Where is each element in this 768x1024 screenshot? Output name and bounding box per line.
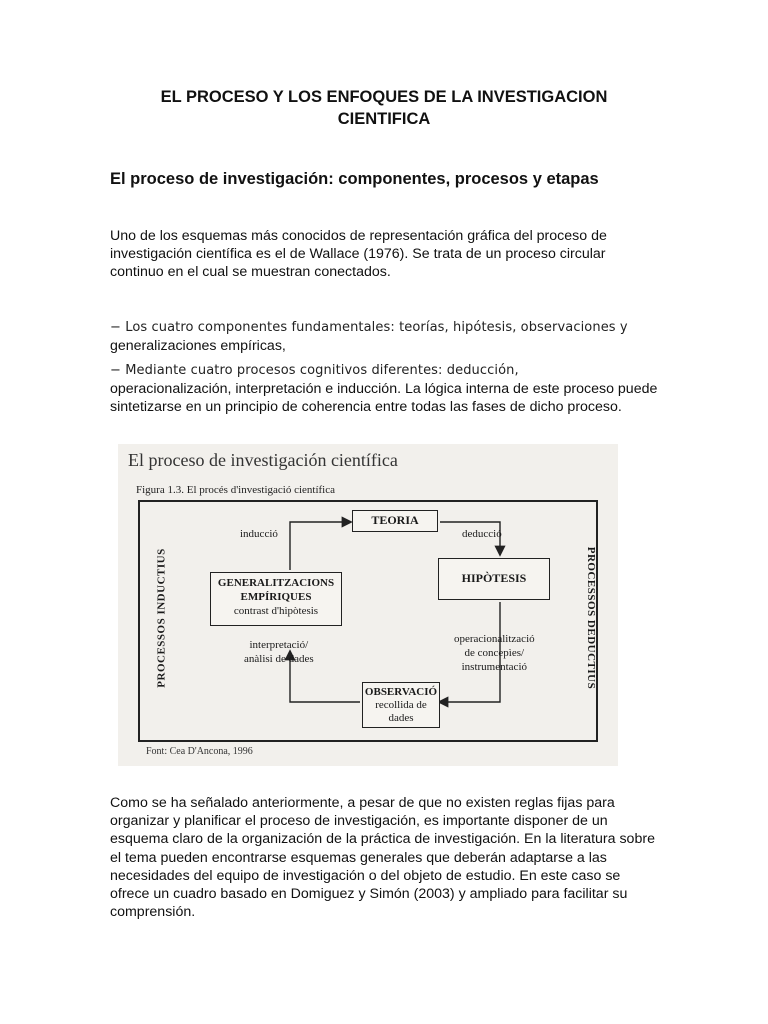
interpretacio-label bbox=[244, 638, 314, 666]
generalitzacions-line2: EMPÍRIQUES bbox=[240, 591, 312, 603]
generalitzacions-line1: GENERALITZACIONS bbox=[217, 577, 335, 589]
operacionalitzacio-line2: de concepìes/ bbox=[464, 647, 525, 659]
research-process-figure bbox=[118, 444, 618, 766]
interpretacio-line1: interpretació/ bbox=[249, 639, 309, 651]
operacionalitzacio-line1: operacionalització bbox=[454, 633, 535, 645]
generalitzacions-line3: contrast d'hipòtesis bbox=[233, 605, 319, 617]
interpretacio-line2: anàlisi de dades bbox=[244, 653, 314, 665]
figure-source: Font: Cea D'Ancona, 1996 bbox=[146, 746, 253, 757]
section-heading: El proceso de investigación: componentes, procesos y etapas bbox=[110, 170, 599, 188]
title-line-1: EL PROCESO Y LOS ENFOQUES DE LA INVESTIGACION bbox=[160, 88, 608, 106]
bullet-components-lead: − Los cuatro componentes fundamentales: teorías, hipótesis, observaciones y bbox=[110, 320, 628, 335]
bullet-processes-lead: − Mediante cuatro procesos cognitivos diferentes: deducción, bbox=[110, 363, 519, 378]
left-vertical-label: PROCESSOS INDUCTIUS bbox=[155, 548, 168, 688]
observacio-line1: recollida de bbox=[375, 699, 427, 711]
observacio-line2: dades bbox=[388, 712, 414, 724]
hipotesis-box bbox=[438, 558, 550, 600]
figure-heading: El proceso de investigación científica bbox=[128, 450, 398, 470]
induccio-label: inducció bbox=[240, 528, 278, 540]
bullet-components bbox=[110, 319, 658, 355]
deduccio-label: deducció bbox=[462, 528, 502, 540]
operacionalitzacio-line3: instrumentació bbox=[461, 661, 527, 673]
teoria-box bbox=[352, 510, 438, 532]
hipotesis-label: HIPÒTESIS bbox=[461, 571, 527, 585]
bullet-processes-rest: operacionalización, interpretación e inducción. La lógica interna de este proceso puede sintetizarse en un principio de coherencia entre todas las fases de dicho proceso. bbox=[110, 381, 658, 416]
right-vertical-label: PROCESSOS DEDUCTIUS bbox=[585, 546, 598, 690]
observacio-title: OBSERVACIÓ bbox=[364, 686, 438, 698]
observacio-box bbox=[362, 682, 440, 728]
document-title bbox=[110, 86, 658, 130]
title-line-2: CIENTIFICA bbox=[337, 110, 431, 128]
figure-caption: Figura 1.3. El procés d'investigació científica bbox=[136, 484, 336, 496]
diagram-frame bbox=[138, 500, 598, 742]
bullet-components-rest: generalizaciones empíricas, bbox=[110, 338, 286, 355]
bullet-processes bbox=[110, 362, 658, 417]
intro-paragraph: Uno de los esquemas más conocidos de representación gráfica del proceso de investigación científica es el de Wallace (1976). Se trata de un proceso circular continuo en el cual se muestran conectados. bbox=[110, 228, 607, 281]
closing-paragraph: Como se ha señalado anteriormente, a pesar de que no existen reglas fijas para organizar y planificar el proceso de investigación, es importante disponer de un esquema claro de la organización de la práctica de investigación. En la literatura sobre el tema pueden encontrarse esquemas generales que deberán adaptarse a las necesidades del equipo de investigación o del objeto de estudio. En este caso se ofrece un cuadro basado en Domiguez y Simón (2003) y ampliado para facilitar su comprensión. bbox=[110, 795, 655, 921]
arrow-induccio bbox=[290, 522, 350, 570]
teoria-label: TEORIA bbox=[371, 513, 419, 527]
operacionalitzacio-label bbox=[454, 632, 535, 674]
generalitzacions-box bbox=[210, 572, 342, 626]
